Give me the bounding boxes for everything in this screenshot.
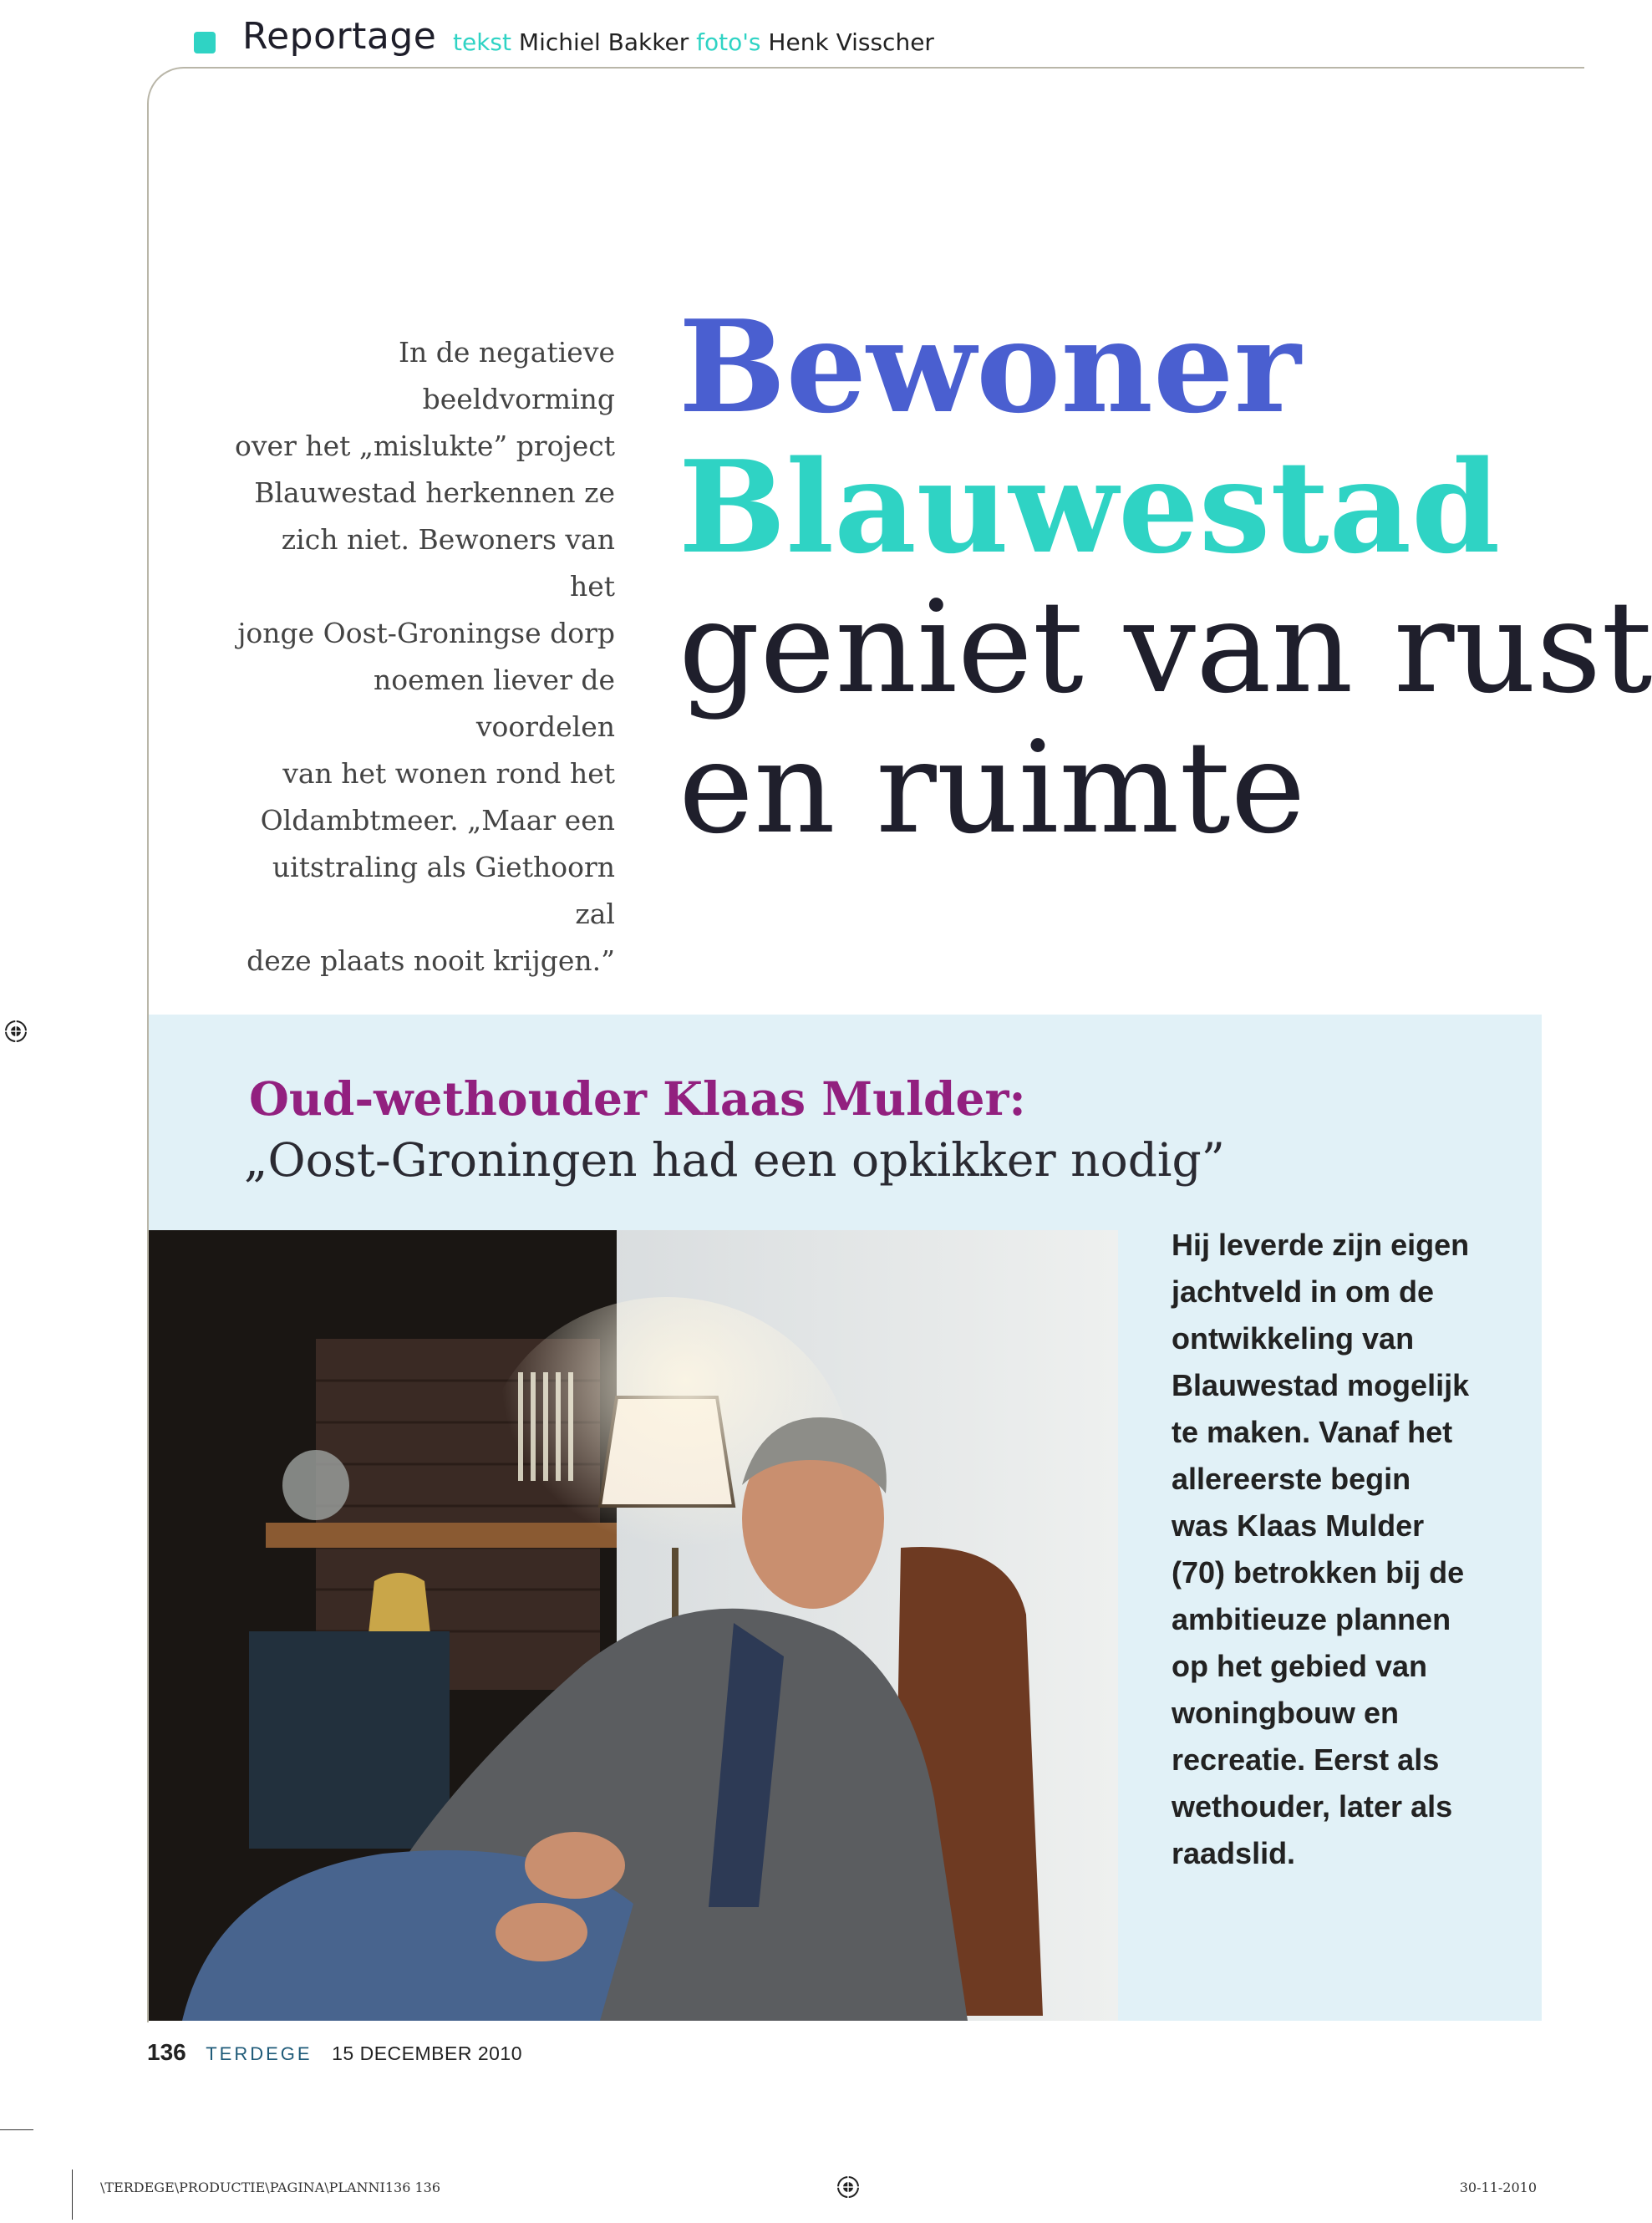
intro-line: deze plaats nooit krijgen.”: [247, 944, 615, 977]
intro-line: van het wonen rond het: [282, 757, 615, 790]
lead-line: te maken. Vanaf het: [1172, 1415, 1453, 1449]
lead-line: wethouder, later als: [1172, 1789, 1453, 1824]
headline: [679, 292, 1652, 862]
lead-line: Hij leverde zijn eigen: [1172, 1228, 1470, 1262]
lead-paragraph: [1172, 1222, 1514, 1877]
intro-line: Blauwestad herkennen ze: [254, 476, 615, 509]
section-quote: „Oost-Groningen had een opkikker nodig”: [244, 1133, 1225, 1187]
credits: [453, 28, 934, 56]
headline-line-3: geniet van rust: [679, 573, 1652, 721]
author-name: Michiel Bakker: [518, 28, 689, 56]
lead-line: woningbouw en: [1172, 1696, 1399, 1730]
lead-line: jachtveld in om de: [1172, 1274, 1435, 1309]
lead-line: ontwikkeling van: [1172, 1321, 1415, 1356]
section-kicker: Oud-wethouder Klaas Mulder:: [249, 1071, 1026, 1126]
lead-line: recreatie. Eerst als: [1172, 1742, 1440, 1777]
lead-line: raadslid.: [1172, 1836, 1296, 1870]
headline-line-4: en ruimte: [679, 714, 1306, 862]
rubric-marker: [194, 32, 216, 53]
print-date: 30-11-2010: [1459, 2180, 1537, 2195]
intro-line: noemen liever de voordelen: [374, 664, 615, 743]
folio: [147, 2039, 522, 2066]
headline-line-1: Bewoner: [679, 292, 1301, 441]
lead-line: allereerste begin: [1172, 1462, 1411, 1496]
crop-mark: [72, 2170, 73, 2220]
intro-line: over het „mislukte” project: [235, 430, 615, 462]
intro-line: Oldambtmeer. „Maar een: [260, 804, 615, 837]
photographer-name: Henk Visscher: [768, 28, 934, 56]
lead-line: was Klaas Mulder: [1172, 1508, 1425, 1543]
registration-mark-icon: [836, 2175, 861, 2200]
intro-paragraph: [234, 329, 615, 984]
rubric-label: Reportage: [242, 15, 437, 58]
page-number: 136: [147, 2039, 186, 2065]
lead-line: op het gebied van: [1172, 1649, 1428, 1683]
issue-date: 15 DECEMBER 2010: [332, 2042, 522, 2064]
production-slug: \TERDEGE\PRODUCTIE\PAGINA\PLANNI136 136: [100, 2180, 441, 2195]
photo-credit-label: foto's: [696, 28, 761, 56]
crop-mark: [0, 2129, 33, 2130]
intro-line: zich niet. Bewoners van het: [281, 523, 615, 603]
intro-line: In de negatieve beeldvorming: [398, 336, 615, 415]
lead-line: (70) betrokken bij de: [1172, 1555, 1465, 1590]
registration-mark-icon: [3, 1019, 28, 1044]
lead-line: Blauwestad mogelijk: [1172, 1368, 1470, 1402]
text-credit-label: tekst: [453, 28, 511, 56]
intro-line: uitstraling als Giethoorn zal: [272, 851, 615, 930]
portrait-illustration: [149, 1230, 1118, 2021]
magazine-name: TERDEGE: [206, 2043, 313, 2064]
lead-line: ambitieuze plannen: [1172, 1602, 1451, 1636]
intro-line: jonge Oost-Groningse dorp: [237, 617, 615, 649]
portrait-photo: [149, 1230, 1118, 2021]
headline-line-2: Blauwestad: [679, 432, 1501, 582]
